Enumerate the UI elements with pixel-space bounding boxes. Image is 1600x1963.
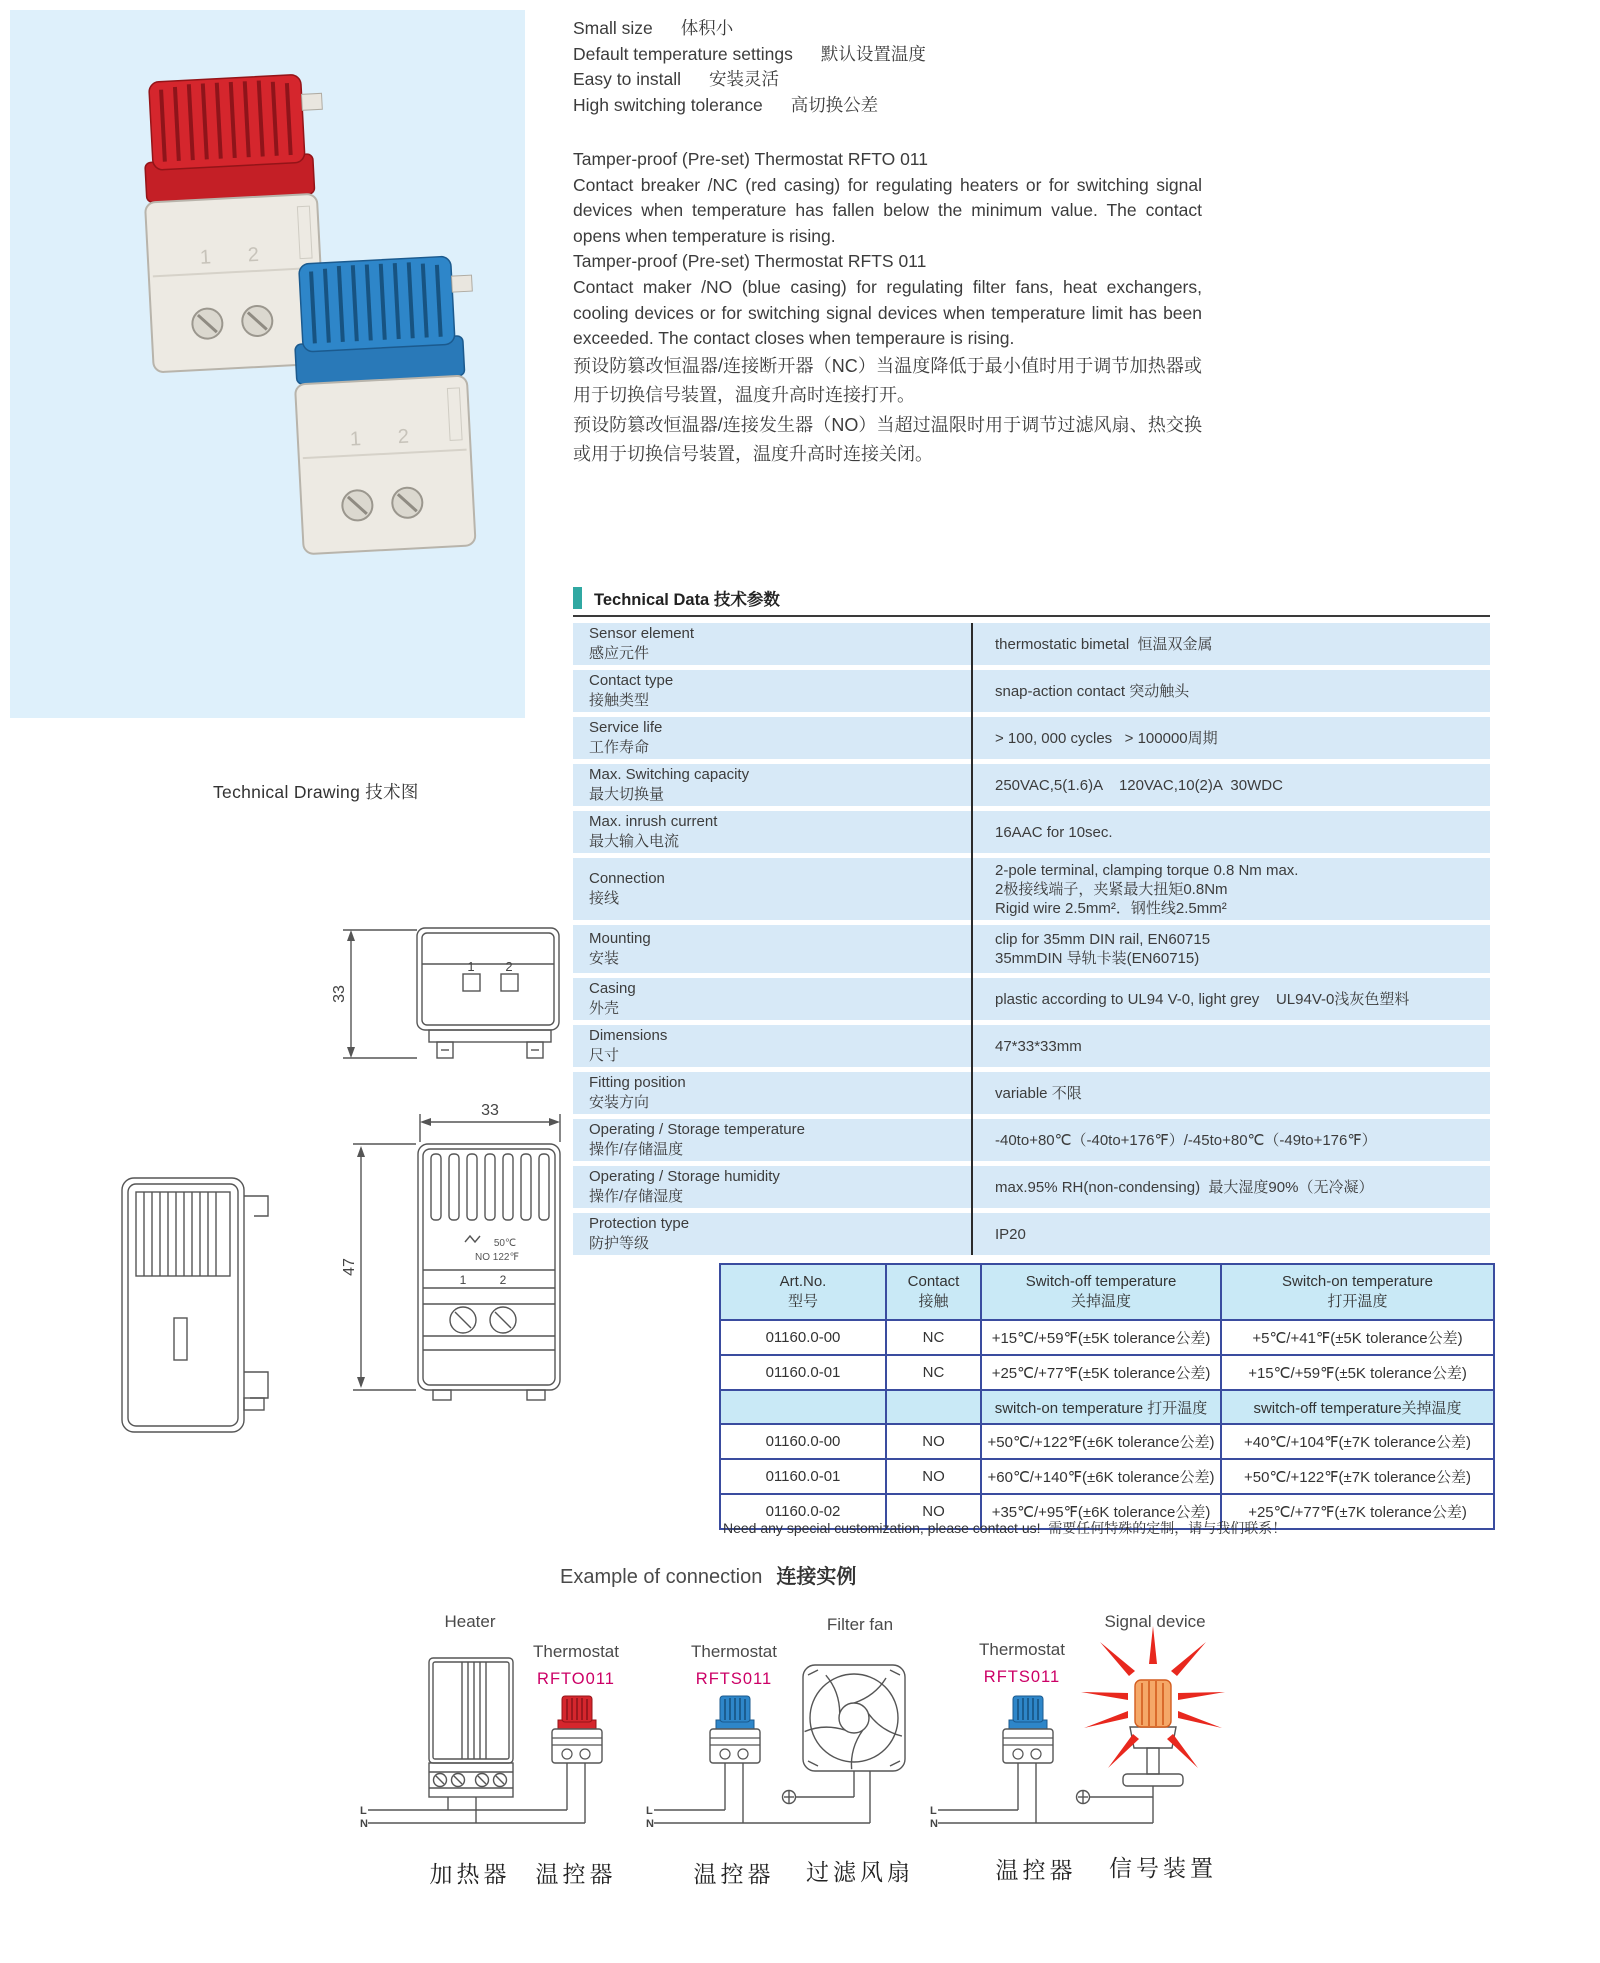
top-view-drawing: [325, 900, 575, 1085]
technical-drawing-title: Technical Drawing 技术图: [213, 782, 419, 802]
accent-bar: [573, 587, 582, 609]
thermostat2-model: RFTS011: [695, 1670, 773, 1688]
spec-label-en: Operating / Storage humidity: [589, 1168, 780, 1185]
column-divider: [971, 623, 973, 1255]
wire-l-label: L: [930, 1805, 937, 1817]
subheader-cell: switch-off temperature关掉温度: [1221, 1390, 1494, 1424]
switch-on-temp: +35℃/+95℉(±6K tolerance公差): [981, 1494, 1221, 1529]
dim-33-horizontal: 33: [481, 1102, 499, 1119]
connection-title-zh: 连接实例: [776, 1566, 857, 1588]
contact-type: NO: [886, 1459, 981, 1494]
spec-value: 35mmDIN 导轨卡装(EN60715): [995, 950, 1200, 967]
description-rfto: Contact breaker /NC (red casing) for regulating heaters or for switching signal devices when temperature has fallen below the minimum value. The contact opens when temperature is rising.: [573, 174, 1202, 246]
table-row: [720, 1424, 1494, 1459]
spec-label-en: Sensor element: [589, 625, 695, 642]
spec-label-en: Dimensions: [589, 1027, 668, 1044]
thermostat2-label: Thermostat: [691, 1642, 777, 1661]
table-subheader-row: [720, 1390, 1494, 1424]
spec-value: > 100, 000 cycles > 100000周期: [995, 729, 1218, 747]
spec-row-protection: [573, 1213, 1490, 1255]
spec-value: 16AAC for 10sec.: [995, 823, 1113, 841]
feature-en: Easy to install: [573, 69, 681, 90]
front-view-drawing: [325, 1088, 570, 1408]
connection-title-en: Example of connection: [560, 1566, 763, 1588]
feature-list: [573, 16, 926, 118]
wire-l-label: L: [360, 1805, 367, 1817]
fan-caption-zh: 过滤风扇: [806, 1860, 914, 1885]
marking-no: NO 122℉: [475, 1252, 519, 1263]
wire-n-label: N: [360, 1818, 368, 1830]
contact-type: NC: [886, 1320, 981, 1355]
switch-off-temp: +40℃/+104℉(±7K tolerance公差): [1221, 1424, 1494, 1459]
filter-fan-icon: [803, 1665, 905, 1771]
subheader-cell: [720, 1390, 886, 1424]
spec-label-en: Max. Switching capacity: [589, 766, 750, 783]
spec-label-zh: 尺寸: [589, 1047, 620, 1064]
col-header-zh: 型号: [787, 1293, 818, 1310]
svg-text:1: 1: [199, 246, 212, 269]
table-row: [720, 1459, 1494, 1494]
spec-row-dimensions: [573, 1025, 1490, 1067]
spec-value: variable 不限: [995, 1084, 1082, 1102]
wire-l-label: L: [646, 1805, 653, 1817]
spec-row-contact-type: [573, 670, 1490, 712]
spec-row-switching-capacity: [573, 764, 1490, 806]
terminal-1-label: 1: [459, 1273, 467, 1287]
spec-label-zh: 操作/存储温度: [589, 1141, 684, 1158]
subheader-cell: [886, 1390, 981, 1424]
col-header-zh: 关掉温度: [1070, 1293, 1131, 1310]
terminal-1-label: 1: [467, 959, 475, 974]
spec-value: 2极接线端子，夹紧最大扭矩0.8Nm: [995, 880, 1228, 898]
description-zh-no: 预设防篡改恒温器/连接发生器（NO）当超过温限时用于调节过滤风扇、热交换或用于切换信号装置，温度升高时连接关闭。: [573, 414, 1202, 465]
spec-label-zh: 安装方向: [589, 1094, 650, 1111]
heater-icon: [429, 1658, 513, 1797]
feature-line: [573, 16, 926, 42]
beacon-lamp: [1135, 1680, 1171, 1727]
spec-label-zh: 外壳: [589, 1000, 620, 1017]
contact-type: NO: [886, 1424, 981, 1459]
col-header-en: Switch-off temperature: [1025, 1273, 1177, 1290]
spec-label-zh: 防护等级: [589, 1235, 650, 1252]
switch-off-temp: +25℃/+77℉(±5K tolerance公差): [981, 1355, 1221, 1390]
thermostat1-model: RFTO011: [537, 1670, 615, 1688]
switch-on-temp: +5℃/+41℉(±5K tolerance公差): [1221, 1320, 1494, 1355]
blue-thermostat-photo: [289, 255, 486, 554]
thermostat3-label: Thermostat: [979, 1640, 1065, 1659]
wire-n-label: N: [930, 1818, 938, 1830]
spec-label-zh: 操作/存储湿度: [589, 1188, 684, 1205]
filter-fan-label: Filter fan: [826, 1615, 894, 1634]
thermostat3-caption-zh: 温控器: [995, 1858, 1077, 1883]
article-table-header: [720, 1264, 1494, 1320]
switch-on-temp: +15℃/+59℉(±5K tolerance公差): [1221, 1355, 1494, 1390]
thermostat3-model: RFTS011: [983, 1668, 1061, 1686]
feature-zh: 高切换公差: [790, 94, 879, 115]
thermostat2-caption-zh: 温控器: [693, 1862, 775, 1887]
connection-diagram-art: [330, 1608, 1290, 1843]
spec-value: 47*33*33mm: [995, 1037, 1082, 1055]
col-header-en: Switch-on temperature: [1282, 1273, 1433, 1290]
description-zh-nc: 预设防篡改恒温器/连接断开器（NC）当温度降低于最小值时用于调节加热器或用于切换信号装置，温度升高时连接打开。: [573, 355, 1202, 406]
connection-section-title: [560, 1560, 856, 1589]
contact-type: NC: [886, 1355, 981, 1390]
spec-value: max.95% RH(non-condensing) 最大湿度90%（无冷凝）: [995, 1178, 1374, 1196]
spec-label-zh: 接触类型: [589, 692, 650, 709]
spec-value: plastic according to UL94 V-0, light grey UL94V-0浅灰色塑料: [995, 990, 1410, 1008]
spec-label-en: Service life: [589, 719, 663, 736]
spec-value: Rigid wire 2.5mm²．钢性线2.5mm²: [995, 899, 1227, 917]
spec-label-en: Max. inrush current: [589, 813, 718, 830]
art-no: 01160.0-01: [720, 1355, 886, 1390]
feature-en: Default temperature settings: [573, 43, 793, 64]
product-photo-illustration: [10, 10, 525, 718]
thermostat1-label: Thermostat: [533, 1642, 619, 1661]
svg-text:1: 1: [349, 428, 362, 451]
spec-value: IP20: [995, 1225, 1026, 1243]
switch-off-temp: +50℃/+122℉(±7K tolerance公差): [1221, 1459, 1494, 1494]
spec-value: 2-pole terminal, clamping torque 0.8 Nm max.: [995, 861, 1299, 879]
description-rfts: Contact maker /NO (blue casing) for regulating filter fans, heat exchangers, cooling devices or for switching signal devices when temperature limit has been exceeded. The contact closes when temperaure is rising.: [573, 276, 1202, 349]
heater-caption-zh: 加热器: [429, 1862, 511, 1887]
spec-label-en: Protection type: [589, 1215, 690, 1232]
feature-en: Small size: [573, 18, 653, 38]
feature-zh: 默认设置温度: [820, 43, 926, 64]
spec-value: thermostatic bimetal 恒温双金属: [995, 635, 1213, 653]
art-no: 01160.0-02: [720, 1494, 886, 1529]
spec-label-en: Contact type: [589, 672, 674, 689]
table-row: [720, 1355, 1494, 1390]
spec-value: clip for 35mm DIN rail, EN60715: [995, 931, 1211, 948]
technical-data-title: Technical Data 技术参数: [594, 591, 780, 609]
dim-47-vertical: 47: [341, 1258, 358, 1276]
feature-line: [573, 67, 926, 93]
spec-label-zh: 最大切换量: [589, 786, 665, 803]
spec-value: snap-action contact 突动触头: [995, 682, 1190, 700]
spec-value: -40to+80℃（-40to+176℉）/-45to+80℃（-49to+176℉）: [995, 1131, 1377, 1149]
spec-label-zh: 安装: [589, 950, 620, 967]
feature-zh: 安装灵活: [708, 69, 779, 90]
spec-value: 250VAC,5(1.6)A 120VAC,10(2)A 30WDC: [995, 776, 1283, 794]
article-table: [719, 1263, 1495, 1530]
table-row: [720, 1320, 1494, 1355]
product-title-rfto: Tamper-proof (Pre-set) Thermostat RFTO 011: [573, 149, 928, 169]
switch-off-temp: +15℃/+59℉(±5K tolerance公差): [981, 1320, 1221, 1355]
technical-data-section: [573, 586, 1490, 1260]
spec-label-en: Operating / Storage temperature: [589, 1121, 805, 1138]
spec-table: [573, 623, 1490, 1255]
thermostat-icon-blue: [710, 1696, 760, 1763]
spec-row-temperature: [573, 1119, 1490, 1161]
spec-label-zh: 工作寿命: [589, 739, 650, 756]
spec-label-en: Mounting: [589, 930, 651, 947]
contact-type: NO: [886, 1494, 981, 1529]
product-photo-panel: [10, 10, 525, 718]
technical-data-header: [573, 586, 1490, 617]
subheader-cell: switch-on temperature 打开温度: [981, 1390, 1221, 1424]
spec-row-sensor: [573, 623, 1490, 665]
spec-row-humidity: [573, 1166, 1490, 1208]
feature-line: [573, 42, 926, 68]
col-header-en: Contact: [907, 1273, 960, 1290]
switch-on-temp: +60℃/+140℉(±6K tolerance公差): [981, 1459, 1221, 1494]
heater-label: Heater: [444, 1612, 496, 1631]
spec-label-en: Connection: [589, 870, 665, 887]
col-header-zh: 打开温度: [1327, 1293, 1388, 1310]
svg-text:2: 2: [247, 243, 260, 267]
thermostat-icon-red: [552, 1696, 602, 1763]
spec-row-mounting: [573, 925, 1490, 973]
art-no: 01160.0-00: [720, 1320, 886, 1355]
side-view-drawing: [110, 1162, 300, 1452]
spec-label-zh: 感应元件: [589, 645, 650, 662]
spec-row-connection: [573, 858, 1490, 920]
dim-33-vertical: 33: [331, 985, 348, 1003]
switch-off-temp: +25℃/+77℉(±7K tolerance公差): [1221, 1494, 1494, 1529]
thermostat-icon-blue: [1003, 1696, 1053, 1763]
product-title-rfts: Tamper-proof (Pre-set) Thermostat RFTS 011: [573, 251, 927, 272]
switch-on-temp: +50℃/+122℉(±6K tolerance公差): [981, 1424, 1221, 1459]
feature-en: High switching tolerance: [573, 94, 763, 115]
feature-line: [573, 93, 926, 119]
marking-temp: 50℃: [493, 1238, 517, 1249]
spec-row-inrush-current: [573, 811, 1490, 853]
terminal-2-label: 2: [499, 1273, 507, 1287]
art-no: 01160.0-00: [720, 1424, 886, 1459]
col-header-zh: 接触: [918, 1293, 949, 1310]
spec-row-casing: [573, 978, 1490, 1020]
feature-zh: 体积小: [680, 18, 734, 38]
spec-row-fitting-position: [573, 1072, 1490, 1114]
col-header-en: Art.No.: [779, 1273, 827, 1290]
thermostat1-caption-zh: 温控器: [535, 1862, 617, 1887]
art-no: 01160.0-01: [720, 1459, 886, 1494]
signal-device-label: Signal device: [1104, 1612, 1206, 1631]
wire-n-label: N: [646, 1818, 654, 1830]
product-description: [573, 147, 1202, 470]
signal-caption-zh: 信号装置: [1109, 1856, 1217, 1881]
spec-label-zh: 接线: [589, 890, 620, 907]
customization-note: Need any special customization, please contact us! 需要任何特殊的定制，请与我们联系！: [723, 1520, 1287, 1536]
svg-text:2: 2: [397, 425, 410, 449]
spec-label-en: Fitting position: [589, 1074, 686, 1091]
spec-label-en: Casing: [589, 980, 636, 997]
terminal-2-label: 2: [505, 959, 513, 974]
spec-row-service-life: [573, 717, 1490, 759]
spec-label-zh: 最大输入电流: [589, 833, 680, 850]
